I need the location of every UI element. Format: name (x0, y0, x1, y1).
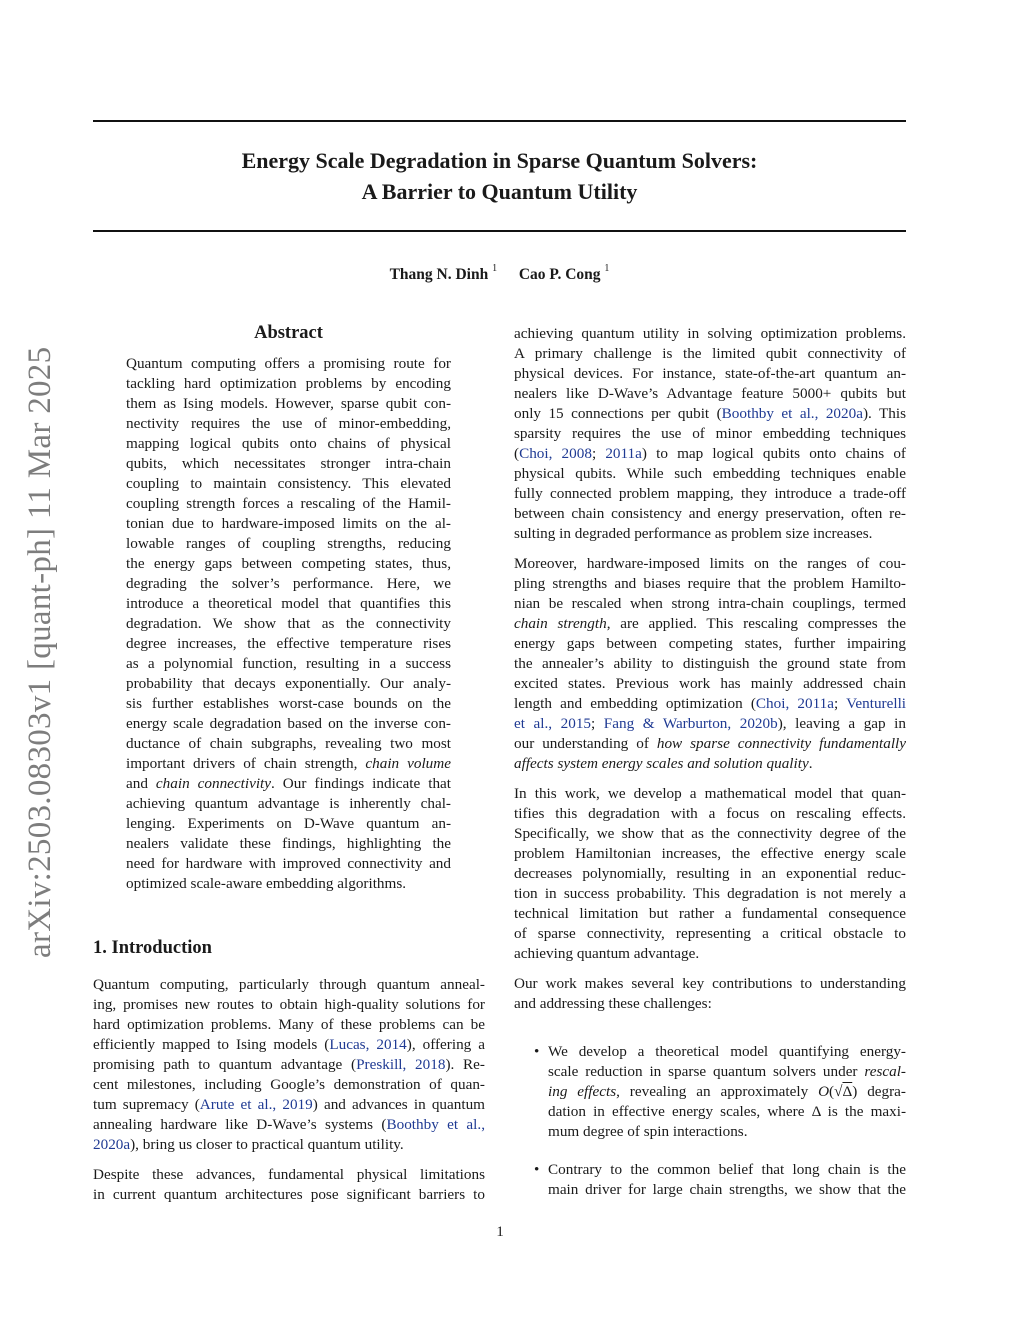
text-line (514, 404, 906, 424)
title-line-2: A Barrier to Quantum Utility (361, 179, 638, 204)
contributions-list (514, 1042, 906, 1200)
text-line: fully connected problem mapping, they introduce a trade-off (514, 485, 906, 502)
abstract-line: optimized scale-aware embedding algorithms. (126, 875, 407, 892)
abstract-line (126, 754, 451, 774)
title-rule-bottom (93, 230, 906, 232)
citation-link-boothby[interactable]: Boothby et al., (386, 1116, 485, 1133)
text-line: energy gaps between competing states, further impairing (514, 635, 906, 652)
text: ) to map logical qubits onto chains of (641, 445, 906, 462)
text-line (93, 1135, 485, 1155)
text-line: cent milestones, including Google’s demonstration of quan- (93, 1076, 485, 1093)
abstract-heading: Abstract (254, 323, 323, 343)
citation-link-lucas[interactable]: Lucas, 2014 (329, 1036, 407, 1053)
text: dation in effective energy scales, where (548, 1103, 812, 1120)
text-line: achieving quantum advantage. (514, 945, 700, 962)
text-line: physical qubits. While such embedding techniques enable (514, 465, 906, 482)
text: ; (591, 445, 606, 462)
text: ( (514, 445, 520, 462)
title-line-1: Energy Scale Degradation in Sparse Quantum Solvers: (241, 148, 758, 173)
abstract-line (126, 774, 451, 794)
text-line: the annealer’s ability to distinguish the ground state from (514, 655, 906, 672)
abstract-line: nectivity requires the use of minor-embedding, (126, 415, 451, 432)
text-line (93, 1035, 485, 1055)
text-line: pling strengths and biases require that the problem Hamilto- (514, 575, 906, 592)
emphasis-text: affects system energy scales and solution quality (514, 755, 809, 772)
text: our understanding of (514, 735, 657, 752)
text-line: Despite these advances, fundamental physical limitations (93, 1166, 485, 1183)
text-line (514, 714, 906, 734)
text: tum supremacy ( (93, 1096, 200, 1113)
citation-link-boothby-year[interactable]: 2020a (93, 1136, 131, 1153)
abstract-line: the energy gaps between competing states, thus, (126, 555, 451, 572)
text-line: We develop a theoretical model quantifying energy- (548, 1043, 906, 1060)
text: annealing hardware like D-Wave’s systems ( (93, 1116, 387, 1133)
text: , are applied. This rescaling compresses the (606, 615, 906, 632)
text-line: of sparse connectivity, representing a critical obstacle to (514, 925, 906, 942)
author-affiliation: 1 (604, 263, 610, 274)
math-delta: Δ (811, 1103, 821, 1120)
text-line (548, 1062, 906, 1082)
bullet-marker: • (534, 1043, 540, 1060)
abstract-line: degradation. We show that as the connectivity (126, 615, 451, 632)
text: ; (834, 695, 847, 712)
abstract-line: achieving quantum advantage is inherently chal- (126, 795, 451, 812)
text: ). Re- (445, 1056, 485, 1073)
abstract-line: lenging. Experiments on D-Wave quantum an- (126, 815, 451, 832)
abstract-line: sis further establishes worst-case bounds on the (126, 695, 451, 712)
abstract-line: coupling strength forces a rescaling of the Hamil- (126, 495, 451, 512)
text: only 15 connections per qubit ( (514, 405, 722, 422)
abstract-line: ductance of chain subgraphs, revealing two most (126, 735, 451, 752)
text: promising path to quantum advantage ( (93, 1056, 357, 1073)
text: , revealing an approximately (616, 1083, 819, 1100)
abstract-section (126, 322, 451, 894)
list-item (514, 1042, 906, 1142)
math-close: ) (852, 1083, 858, 1100)
text-line: Specifically, we show that as the connectivity degree of the (514, 825, 906, 842)
text: ), leaving a gap in (777, 715, 906, 732)
text: scale reduction in sparse quantum solvers under (548, 1063, 865, 1080)
text-line: technical limitation but rather a fundamental consequence (514, 905, 906, 922)
text-line: sulting in degraded performance as problem size increases. (514, 525, 873, 542)
text-line: achieving quantum utility in solving optimization problems. (514, 325, 906, 342)
text-line: Moreover, hardware-imposed limits on the ranges of cou- (514, 555, 906, 572)
abstract-line: degree increases, the effective temperature rises (126, 635, 451, 652)
abstract-text: and (126, 775, 148, 792)
text-line: between chain consistency and energy preservation, often re- (514, 505, 906, 522)
text-line: nealers like D-Wave’s Advantage feature 5000+ qubits but (514, 385, 906, 402)
abstract-line: as a polynomial function, resulting in a success (126, 655, 451, 672)
text-line (514, 694, 906, 714)
text-line: nian be rescaled when strong intra-chain couplings, termed (514, 595, 906, 612)
emphasis-chain-strength: chain strength (514, 615, 607, 632)
introduction-section (93, 937, 485, 1215)
right-paragraph-1 (514, 324, 906, 544)
abstract-line: lowable ranges of coupling strengths, reducing (126, 535, 451, 552)
text-line: sparsity requires the use of minor embedding techniques (514, 425, 906, 442)
text: length and embedding optimization ( (514, 695, 756, 712)
text: is the maxi- (820, 1103, 906, 1120)
author-name: Cao P. Cong (518, 266, 601, 284)
text-line: decreases polynomially, resulting in an exponential reduc- (514, 865, 906, 882)
right-column (514, 324, 906, 1218)
emphasis-text: ing effects (548, 1083, 617, 1100)
math-big-o: O (818, 1083, 830, 1100)
text-line (514, 614, 906, 634)
text-line: Contrary to the common belief that long chain is the (548, 1161, 906, 1178)
emphasis-chain-volume: chain volume (365, 755, 451, 772)
text-line: main driver for large chain strengths, we show that the (548, 1181, 906, 1198)
abstract-line: energy scale degradation based on the inverse con- (126, 715, 451, 732)
text-line: ing, promises new routes to obtain high-quality solutions for (93, 996, 485, 1013)
text-line (93, 1095, 485, 1115)
text-line: tifies this degradation with a focus on rescaling effects. (514, 805, 906, 822)
paper-title (93, 145, 906, 207)
text-line: A primary challenge is the limited qubit connectivity of (514, 345, 906, 362)
abstract-line: introduce a theoretical model that quantifies this (126, 595, 451, 612)
abstract-line: degrading the solver’s performance. Here, we (126, 575, 451, 592)
intro-paragraph-1 (93, 975, 485, 1155)
text-line (548, 1082, 906, 1102)
text-line: In this work, we develop a mathematical model that quan- (514, 785, 906, 802)
text: ) and advances in quantum (312, 1096, 485, 1113)
text-line (93, 1115, 485, 1135)
citation-link-fang-warburton[interactable]: Fang & Warburton, 2020b (603, 715, 778, 732)
text-line: and addressing these challenges: (514, 995, 712, 1012)
text-line: Quantum computing, particularly through quantum anneal- (93, 976, 485, 993)
text-line: in current quantum architectures pose significant barriers to (93, 1186, 485, 1203)
math-delta: Δ (842, 1083, 853, 1100)
citation-link-choi-2011a[interactable]: Choi, 2011a (755, 695, 834, 712)
right-paragraph-3 (514, 784, 906, 964)
abstract-line: nealers validate these findings, highlighting the (126, 835, 451, 852)
text: . (808, 755, 813, 772)
citation-link-boothby[interactable]: Boothby et al., 2020a (721, 405, 863, 422)
list-item (514, 1160, 906, 1200)
emphasis-text: how sparse connectivity fundamentally (656, 735, 906, 752)
abstract-line: need for hardware with improved connectivity and (126, 855, 451, 872)
abstract-line: them as Ising models. However, sparse qubit con- (126, 395, 451, 412)
math-sqrt-open: (√ (829, 1083, 843, 1100)
text-line: Our work makes several key contributions to understanding (514, 975, 906, 992)
citation-link-preskill[interactable]: Preskill, 2018 (356, 1056, 446, 1073)
text-line: hard optimization problems. Many of these problems can be (93, 1016, 485, 1033)
page-number: 1 (496, 1223, 504, 1240)
emphasis-text: rescal- (864, 1063, 906, 1080)
text: ). This (862, 405, 906, 422)
text-line (514, 754, 906, 774)
abstract-line: tonian due to hardware-imposed limits on the al- (126, 515, 451, 532)
text-line (548, 1102, 906, 1122)
abstract-line: tackling hard optimization problems by encoding (126, 375, 451, 392)
abstract-line: probability that decays exponentially. Our analy- (126, 675, 451, 692)
text-line (93, 1055, 485, 1075)
author-list (93, 265, 906, 284)
abstract-line: qubits, which necessitates stronger intra-chain (126, 455, 451, 472)
bullet-marker: • (534, 1161, 540, 1178)
text-line: mum degree of spin interactions. (548, 1123, 748, 1140)
text: degra- (857, 1083, 906, 1100)
abstract-line: coupling to maintain consistency. This elevated (126, 475, 451, 492)
citation-link-arute[interactable]: Arute et al., 2019 (199, 1096, 313, 1113)
text: ), bring us closer to practical quantum utility. (130, 1136, 404, 1153)
text-line: problem Hamiltonian increases, the effective energy scale (514, 845, 906, 862)
text: efficiently mapped to Ising models ( (93, 1036, 330, 1053)
text: ), offering a (406, 1036, 485, 1053)
text-line: tion in success probability. This degradation is not merely a (514, 885, 906, 902)
text-line (514, 444, 906, 464)
citation-link-choi-2008[interactable]: Choi, 2008 (519, 445, 592, 462)
emphasis-chain-connectivity: chain connectivity (155, 775, 272, 792)
text: ; (591, 715, 604, 732)
abstract-text: important drivers of chain strength, (126, 755, 358, 772)
citation-link-venturelli-year[interactable]: et al., 2015 (514, 715, 592, 732)
title-rule-top (93, 120, 906, 122)
text-line: physical devices. For instance, state-of-the-art quantum an- (514, 365, 906, 382)
abstract-body (126, 354, 451, 894)
section-heading-introduction: 1. Introduction (93, 938, 212, 958)
abstract-line: mapping logical qubits onto chains of physical (126, 435, 451, 452)
citation-link-venturelli[interactable]: Venturelli (846, 695, 907, 712)
citation-link-choi-2011a[interactable]: 2011a (605, 445, 642, 462)
author-affiliation: 1 (492, 263, 498, 274)
right-paragraph-4 (514, 974, 906, 1014)
text-line: excited states. Previous work has mainly addressed chain (514, 675, 906, 692)
abstract-line: Quantum computing offers a promising route for (126, 355, 451, 372)
text-line (514, 734, 906, 754)
right-paragraph-2 (514, 554, 906, 774)
author-name: Thang N. Dinh (389, 266, 489, 284)
arxiv-identifier: arXiv:2503.08303v1 [quant-ph] 11 Mar 2025 (22, 346, 58, 958)
intro-paragraph-2 (93, 1165, 485, 1205)
abstract-text: . Our findings indicate that (271, 775, 451, 792)
